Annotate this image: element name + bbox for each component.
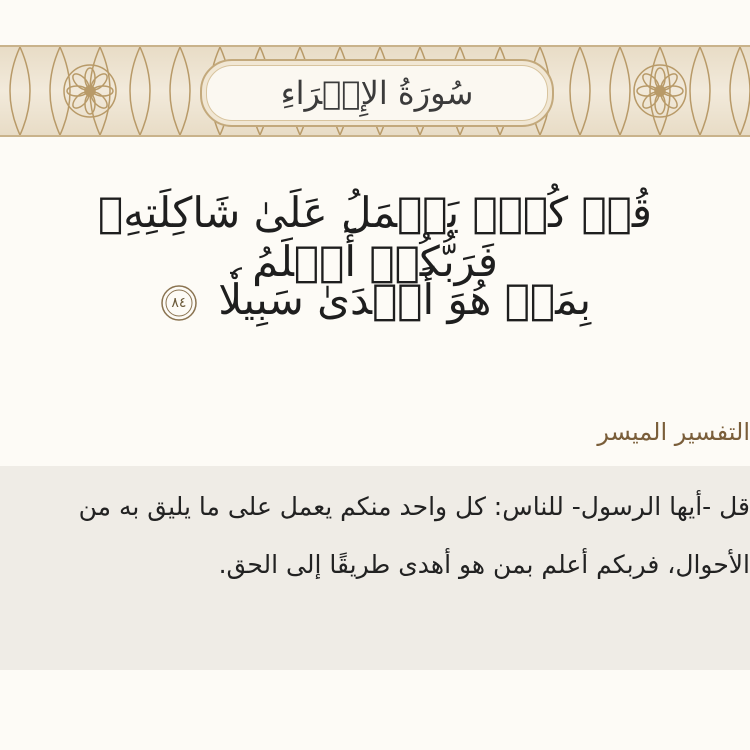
tafsir-text: قل -أيها الرسول- للناس: كل واحد منكم يعمل على ما يليق به من الأحوال، فربكم أعلم بمن هو أهدى طريقًا إلى الحق. bbox=[78, 492, 750, 579]
verse-line-1: قُلۡ كُلّٞ يَعۡمَلُ عَلَىٰ شَاكِلَتِهِۦ فَرَبُّكُمۡ أَعۡلَمُ bbox=[98, 188, 652, 286]
surah-title: سُورَةُ الإِسۡرَاءِ bbox=[280, 74, 474, 112]
ayah-number-marker bbox=[159, 283, 199, 323]
verse-line-2-text: بِمَنۡ هُوَ أَهۡدَىٰ سَبِيلٗا bbox=[218, 275, 592, 324]
verse-line-2 bbox=[40, 275, 710, 324]
surah-header-banner bbox=[0, 45, 750, 137]
ayah-number: ٨٤ bbox=[171, 295, 187, 311]
tafsir-label: التفسير الميسر bbox=[597, 418, 750, 446]
surah-title-cartouche bbox=[200, 59, 554, 127]
